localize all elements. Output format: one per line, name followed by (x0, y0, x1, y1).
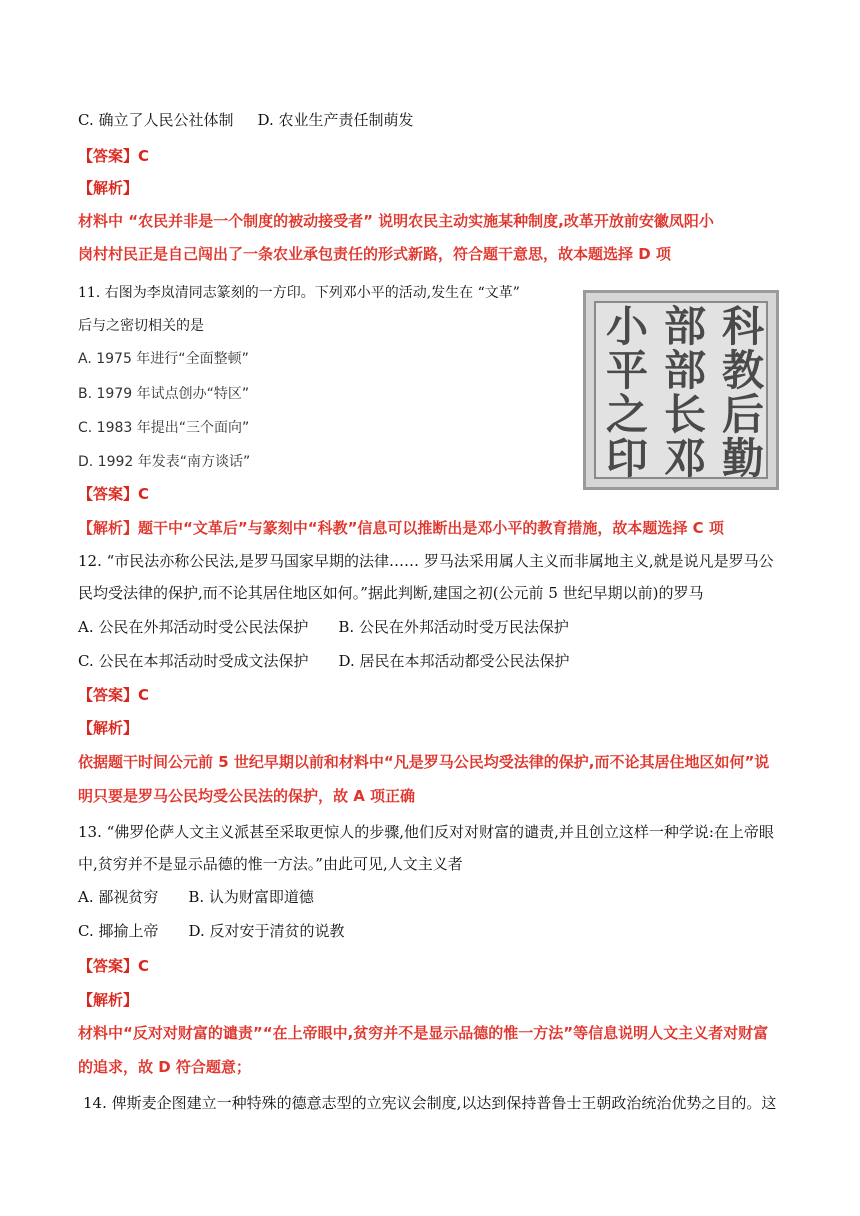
q10-options-row (78, 110, 414, 130)
seal-frame (594, 301, 768, 483)
q12-option-b: B. 公民在外邦活动时受万民法保护 (338, 618, 569, 636)
seal-char: 部 (663, 302, 706, 351)
q11-stem-line-1: 11. 右图为李岚清同志篆刻的一方印。下列邓小平的活动,发生在 “文革” (78, 285, 520, 301)
q13-answer: 【答案】C (78, 957, 150, 975)
q11-option-d: D. 1992 年发表“南方谈话” (78, 454, 251, 470)
q11-answer: 【答案】C (78, 485, 150, 503)
q13-analysis-line-2: 的追求，故 D 符合题意； (78, 1058, 251, 1076)
q13-option-a: A. 鄙视贫穷 (78, 888, 159, 906)
q12-stem-line-2: 民均受法律的保护,而不论其居住地区如何。”据此判断,建国之初(公元前 5 世纪早期以前)的罗马 (78, 584, 704, 602)
seal-column-3 (714, 302, 772, 483)
q12-options-row-1 (78, 617, 569, 637)
q13-option-b: B. 认为财富即道德 (188, 888, 314, 906)
seal-char: 科 (721, 302, 764, 351)
q13-stem-line-2: 中,贫穷并不是显示品德的惟一方法。”由此可见,人文主义者 (78, 855, 463, 873)
seal-char: 之 (605, 390, 648, 439)
q12-analysis-label: 【解析】 (78, 719, 139, 737)
q14-stem-line-1: 14. 俾斯麦企图建立一种特殊的德意志型的立宪议会制度,以达到保持普鲁士王朝政治统治优势之目的。这 (83, 1094, 777, 1112)
q13-option-c: C. 揶揄上帝 (78, 922, 159, 940)
q12-answer: 【答案】C (78, 686, 150, 704)
seal-image (583, 290, 779, 490)
seal-char: 长 (663, 390, 706, 439)
q13-options-row-1 (78, 887, 314, 907)
q10-analysis-label: 【解析】 (78, 179, 139, 197)
q11-analysis: 【解析】题干中“文革后”与篆刻中“科教”信息可以推断出是邓小平的教育措施，故本题选择 C 项 (78, 519, 724, 537)
q11-option-a: A. 1975 年进行“全面整顿” (78, 351, 249, 367)
q10-answer: 【答案】C (78, 147, 150, 165)
q12-option-a: A. 公民在外邦活动时受公民法保护 (78, 618, 309, 636)
q10-option-c: C. 确立了人民公社体制 (78, 111, 234, 129)
q12-option-d: D. 居民在本邦活动都受公民法保护 (338, 652, 570, 670)
q12-analysis-line-2: 明只要是罗马公民均受公民法的保护，故 A 项正确 (78, 787, 416, 805)
seal-char: 印 (605, 434, 648, 483)
q10-analysis-line-2: 岗村村民正是自己闯出了一条农业承包责任的形式新路，符合题干意思，故本题选择 D 项 (78, 245, 671, 263)
seal-char: 部 (663, 346, 706, 395)
seal-char: 教 (721, 346, 764, 395)
seal-char: 平 (605, 346, 648, 395)
q13-options-row-2 (78, 921, 345, 941)
q11-option-c: C. 1983 年提出“三个面向” (78, 420, 250, 436)
seal-char: 勤 (721, 434, 764, 483)
seal-char: 小 (605, 302, 648, 351)
seal-char: 邓 (663, 434, 706, 483)
q12-option-c: C. 公民在本邦活动时受成文法保护 (78, 652, 309, 670)
q11-stem-line-2: 后与之密切相关的是 (78, 318, 204, 334)
q13-analysis-line-1: 材料中“反对对财富的谴责”“在上帝眼中,贫穷并不是显示品德的惟一方法”等信息说明人文主义者对财富 (78, 1024, 769, 1042)
q10-analysis-line-1: 材料中 “农民并非是一个制度的被动接受者” 说明农民主动实施某种制度,改革开放前安徽凤阳小 (78, 212, 714, 230)
seal-char: 后 (721, 390, 764, 439)
q12-analysis-line-1: 依据题干时间公元前 5 世纪早期以前和材料中“凡是罗马公民均受法律的保护,而不论其居住地区如何”说 (78, 753, 770, 771)
seal-column-2 (656, 302, 714, 483)
q13-analysis-label: 【解析】 (78, 991, 139, 1009)
q12-options-row-2 (78, 651, 570, 671)
q13-stem-line-1: 13. “佛罗伦萨人文主义派甚至采取更惊人的步骤,他们反对对财富的谴责,并且创立这样一种学说:在上帝眼 (78, 823, 774, 841)
q10-option-d: D. 农业生产责任制萌发 (257, 111, 414, 129)
q13-option-d: D. 反对安于清贫的说教 (188, 922, 345, 940)
seal-column-1 (598, 302, 656, 483)
q12-stem-line-1: 12. “市民法亦称公民法,是罗马国家早期的法律…… 罗马法采用属人主义而非属地主义,就是说凡是罗马公 (78, 552, 774, 570)
q11-option-b: B. 1979 年试点创办“特区” (78, 386, 250, 402)
